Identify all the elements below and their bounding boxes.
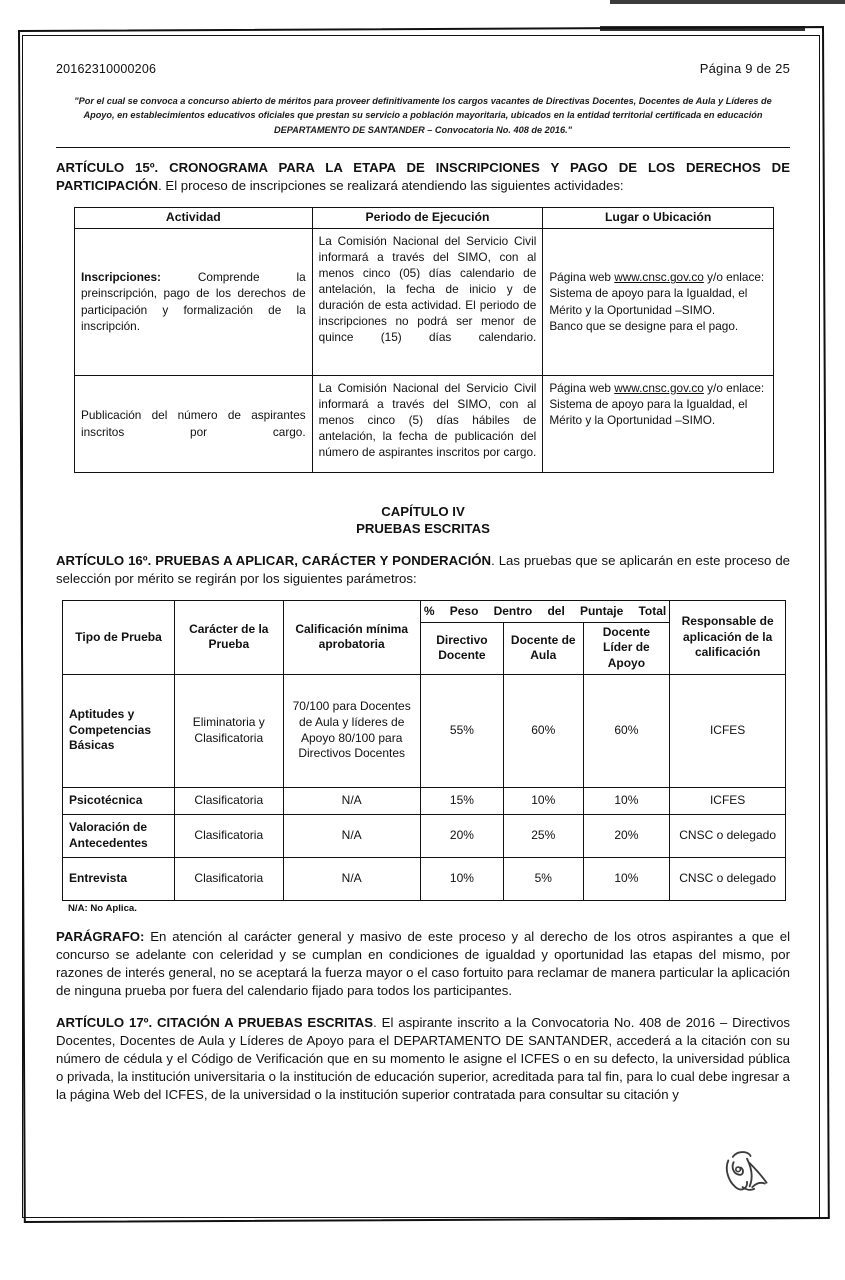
lugar-prefix: Página web xyxy=(549,270,615,285)
cell-lugar-publicacion xyxy=(543,375,774,472)
cell-tipo-prueba: Entrevista xyxy=(63,857,175,900)
document-page xyxy=(26,39,816,1214)
cell-peso-directivo: 10% xyxy=(420,857,503,900)
document-number: 20162310000206 xyxy=(56,62,157,76)
article-17-heading: ARTÍCULO 17º. CITACIÓN A PRUEBAS ESCRITAS xyxy=(56,1014,374,1030)
cell-calificacion: N/A xyxy=(283,787,420,814)
paragrafo-heading: PARÁGRAFO: xyxy=(56,928,145,944)
cell-lugar-inscripciones xyxy=(543,228,774,375)
table-header-row-top xyxy=(63,601,786,623)
th-directivo-docente: Directivo Docente xyxy=(420,622,503,674)
table-row xyxy=(75,228,774,375)
cell-periodo-publicacion: La Comisión Nacional del Servicio Civil informará a través del SIMO, con al menos cinco (5) días hábiles de antelación, la fecha de publicación del número de aspirantes inscritos por cargo. xyxy=(312,375,543,472)
cell-caracter: Eliminatoria y Clasificatoria xyxy=(175,674,283,787)
handwritten-signature-mark xyxy=(720,1148,774,1196)
article-17-body: . El aspirante inscrito a la Convocatoria No. 408 de 2016 – Directivos Docentes, Docentes de Aula y Líderes de Apoyo para el DEPARTAMENTO DE SANTANDER, accederá a la citación con su número de cédula y el Código de Verificación que en su momento le asigne el ICFES o en su defecto, la universidad pública o privada, la institución universitaria o la institución de educación superior, acreditada para tal fin, para lo cual debe ingresar a la página Web del ICFES, de la universidad o la institución superior contratada para consultar su citación y xyxy=(56,1014,791,1103)
th-responsable-aplicacion: Responsable de aplicación de la calificación xyxy=(670,601,786,674)
pruebas-table xyxy=(62,600,786,900)
cell-calificacion: N/A xyxy=(283,857,420,900)
cell-responsable: ICFES xyxy=(670,787,786,814)
table-row xyxy=(63,787,786,814)
convocatoria-quote: "Por el cual se convoca a concurso abierto de méritos para proveer definitivamente los cargos vacantes de Directivas Docentes, Docentes de Aula y Líderes de Apoyo, en establecimientos educativos oficiales que prestan su servicio a población mayoritaria, ubicados en la entidad territorial certificada en educación DEPARTAMENTO DE SANTANDER – Convocatoria No. 408 de 2016." xyxy=(74,96,772,135)
table-footnote: N/A: No Aplica. xyxy=(68,902,137,914)
cell-peso-docente-lider: 60% xyxy=(583,674,670,787)
th-docente-lider-apoyo: Docente Líder de Apoyo xyxy=(583,622,670,674)
article-16-heading: ARTÍCULO 16º. PRUEBAS A APLICAR, CARÁCTER Y PONDERACIÓN xyxy=(56,553,492,569)
cell-responsable: ICFES xyxy=(670,674,786,787)
header-divider xyxy=(56,147,790,148)
article-15-heading: ARTÍCULO 15º. CRONOGRAMA PARA LA ETAPA DE INSCRIPCIONES Y PAGO DE LOS DERECHOS DE PARTICIPACIÓN xyxy=(56,159,790,193)
th-docente-aula: Docente de Aula xyxy=(504,622,584,674)
cnsc-website-link[interactable]: www.cnsc.gov.co xyxy=(614,270,704,285)
article-15-paragraph xyxy=(56,159,790,195)
th-lugar-ubicacion: Lugar o Ubicación xyxy=(543,207,774,228)
page-frame xyxy=(18,30,824,1223)
chapter-title: PRUEBAS ESCRITAS xyxy=(356,521,490,537)
cell-tipo-prueba: Aptitudes y Competencias Básicas xyxy=(63,674,175,787)
lugar-suffix: y/o enlace: Sistema de apoyo para la Igualdad, el Mérito y la Oportunidad –SIMO. xyxy=(549,380,765,427)
cell-peso-docente-lider: 10% xyxy=(583,857,670,900)
cell-peso-docente-aula: 5% xyxy=(504,857,584,900)
cell-periodo-inscripciones: La Comisión Nacional del Servicio Civil informará a través del SIMO, con al menos cinco (05) días calendario de antelación, la fecha de inicio y de duración de esta actividad. El periodo de inscripciones no podrá ser menor de quince (15) días calendario. xyxy=(312,228,543,375)
table-row xyxy=(63,674,786,787)
cell-peso-docente-aula: 25% xyxy=(504,814,584,857)
cell-caracter: Clasificatoria xyxy=(175,857,283,900)
th-periodo-ejecucion: Periodo de Ejecución xyxy=(312,207,543,228)
document-header xyxy=(56,61,790,76)
table-row xyxy=(75,375,774,472)
chapter-number: CAPÍTULO IV xyxy=(381,503,465,519)
cell-calificacion: N/A xyxy=(283,814,420,857)
table-row xyxy=(63,857,786,900)
cell-actividad-publicacion: Publicación del número de aspirantes inscritos por cargo. xyxy=(75,375,313,472)
cell-caracter: Clasificatoria xyxy=(175,787,283,814)
chapter-heading xyxy=(56,503,790,539)
th-tipo-prueba: Tipo de Prueba xyxy=(63,601,175,674)
cell-tipo-prueba: Psicotécnica xyxy=(63,787,175,814)
cell-peso-docente-aula: 60% xyxy=(504,674,584,787)
cnsc-website-link[interactable]: www.cnsc.gov.co xyxy=(614,380,704,395)
cell-peso-directivo: 20% xyxy=(420,814,503,857)
article-15-body: . El proceso de inscripciones se realizará atendiendo las siguientes actividades: xyxy=(158,177,624,193)
cell-tipo-prueba: Valoración de Antecedentes xyxy=(63,814,175,857)
th-peso-puntaje-total: % Peso Dentro del Puntaje Total xyxy=(420,601,669,623)
article-16-paragraph xyxy=(56,552,790,588)
paragrafo-body: En atención al carácter general y masivo de este proceso y al derecho de los otros aspirantes a que el concurso se adelante con celeridad y se cumplan en condiciones de igualdad y oportunidad las etapas del mismo, por razones de interés general, no se aceptará la fuerza mayor o el caso fortuito para reclamar de manera particular la aplicación de ninguna prueba por fuera del calendario fijado para todos los participantes. xyxy=(56,928,790,998)
table-row xyxy=(63,814,786,857)
article-16-body: . Las pruebas que se aplicarán en este proceso de selección por mérito se regirán por los siguientes parámetros: xyxy=(56,553,790,587)
page-number-label: Página 9 de 25 xyxy=(699,61,790,76)
article-17-paragraph xyxy=(56,1014,790,1104)
cronograma-table-wrapper xyxy=(56,207,790,473)
cell-peso-directivo: 15% xyxy=(420,787,503,814)
cell-calificacion: 70/100 para Docentes de Aula y líderes de Apoyo 80/100 para Directivos Docentes xyxy=(283,674,420,787)
lugar-extra: Banco que se designe para el pago. xyxy=(549,318,739,333)
pruebas-table-wrapper xyxy=(56,600,790,913)
cell-responsable: CNSC o delegado xyxy=(670,814,786,857)
cell-actividad-inscripciones xyxy=(75,228,313,375)
th-calificacion-minima: Calificación mínima aprobatoria xyxy=(283,601,420,674)
cell-peso-docente-lider: 20% xyxy=(583,814,670,857)
cell-actividad-label: Inscripciones: xyxy=(81,270,161,285)
paragrafo-paragraph xyxy=(56,928,790,1000)
th-caracter-prueba: Carácter de la Prueba xyxy=(175,601,283,674)
cell-peso-docente-lider: 10% xyxy=(583,787,670,814)
scan-artifact-band-top xyxy=(610,0,845,4)
lugar-prefix: Página web xyxy=(549,380,615,395)
lugar-suffix: y/o enlace: Sistema de apoyo para la Igualdad, el Mérito y la Oportunidad –SIMO. xyxy=(549,270,765,317)
table-header-row xyxy=(75,207,774,228)
cell-actividad-text: Comprende la preinscripción, pago de los derechos de participación y formalización de la inscripción. xyxy=(81,270,306,333)
cell-peso-directivo: 55% xyxy=(420,674,503,787)
cell-responsable: CNSC o delegado xyxy=(670,857,786,900)
cell-peso-docente-aula: 10% xyxy=(504,787,584,814)
cell-caracter: Clasificatoria xyxy=(175,814,283,857)
cronograma-table xyxy=(74,207,774,473)
th-actividad: Actividad xyxy=(75,207,313,228)
